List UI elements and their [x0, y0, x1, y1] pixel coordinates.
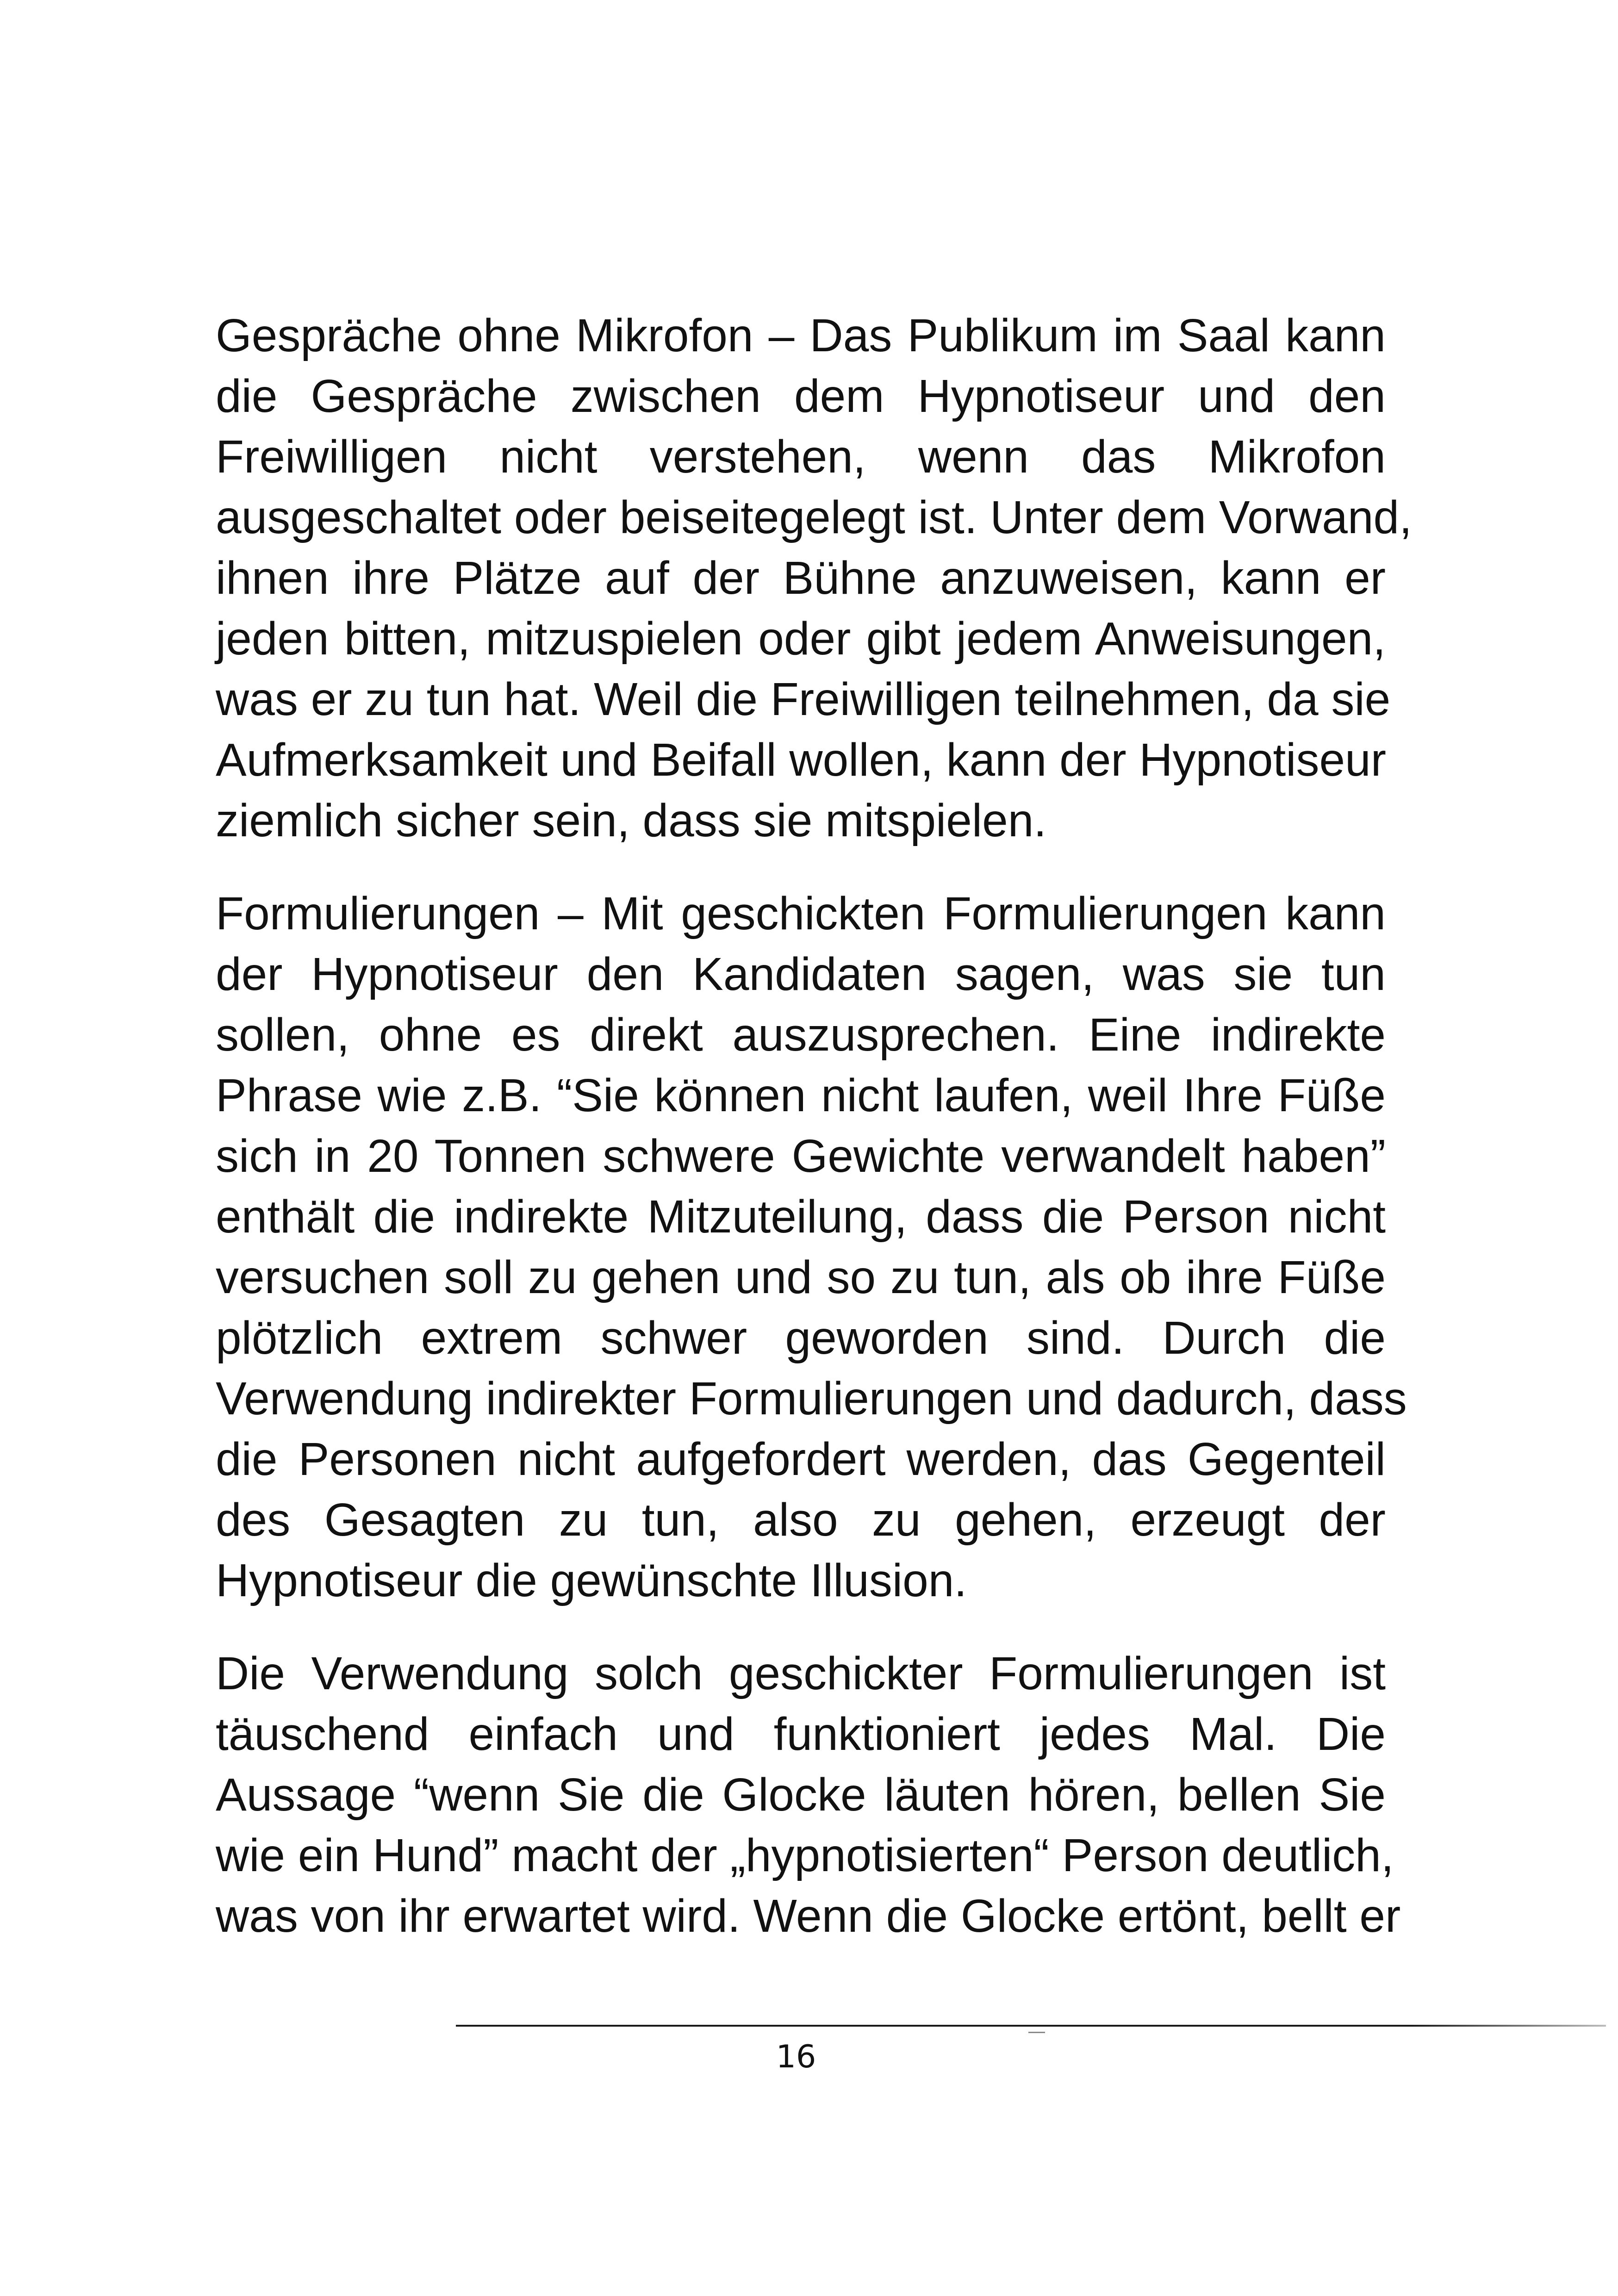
- text-line: der Hypnotiseur den Kandidaten sagen, was sie tun: [216, 948, 1386, 1000]
- text-line: jeden bitten, mitzuspielen oder gibt jedem Anweisungen,: [216, 613, 1386, 665]
- page-number: 16: [776, 2039, 816, 2075]
- paragraph-formulierungen: [216, 884, 1407, 1611]
- footer-divider-fade: [1412, 2025, 1606, 2027]
- text-line: ausgeschaltet oder beiseitegelegt ist. Unter dem Vorwand,: [216, 492, 1412, 543]
- text-line: die Gespräche zwischen dem Hypnotiseur und den: [216, 370, 1386, 422]
- paragraph-gespraeche-ohne-mikrofon: [216, 305, 1412, 851]
- text-line: versuchen soll zu gehen und so zu tun, als ob ihre Füße: [216, 1251, 1386, 1303]
- text-line: enthält die indirekte Mitzuteilung, dass die Person nicht: [216, 1191, 1386, 1243]
- text-line: Formulierungen – Mit geschickten Formulierungen kann: [216, 888, 1386, 940]
- text-line: plötzlich extrem schwer geworden sind. Durch die: [216, 1312, 1386, 1364]
- footer-divider: [456, 2025, 1606, 2027]
- body-text: [216, 305, 1412, 1979]
- text-line: täuschend einfach und funktioniert jedes Mal. Die: [216, 1708, 1386, 1760]
- text-line: Freiwilligen nicht verstehen, wenn das Mikrofon: [216, 431, 1386, 483]
- text-line: Aufmerksamkeit und Beifall wollen, kann der Hypnotiseur: [216, 734, 1387, 786]
- footer-tick-mark: [1028, 2032, 1045, 2033]
- text-line: ihnen ihre Plätze auf der Bühne anzuweisen, kann er: [216, 552, 1386, 604]
- text-line: sich in 20 Tonnen schwere Gewichte verwandelt haben”: [216, 1130, 1386, 1182]
- text-line: Verwendung indirekter Formulierungen und dadurch, dass: [216, 1373, 1407, 1425]
- text-line: wie ein Hund” macht der „hypnotisierten“ Person deutlich,: [216, 1829, 1394, 1881]
- text-line: Phrase wie z.B. “Sie können nicht laufen, weil Ihre Füße: [216, 1070, 1386, 1121]
- text-line: Die Verwendung solch geschickter Formulierungen ist: [216, 1648, 1386, 1699]
- text-line: die Personen nicht aufgefordert werden, das Gegenteil: [216, 1433, 1386, 1485]
- text-line: Hypnotiseur die gewünschte Illusion.: [216, 1555, 967, 1606]
- text-line: ziemlich sicher sein, dass sie mitspielen.: [216, 795, 1047, 846]
- text-line: Gespräche ohne Mikrofon – Das Publikum im Saal kann: [216, 310, 1386, 361]
- text-line: sollen, ohne es direkt auszusprechen. Eine indirekte: [216, 1009, 1386, 1061]
- text-line: was von ihr erwartet wird. Wenn die Glocke ertönt, bellt er: [216, 1890, 1401, 1942]
- text-line: Aussage “wenn Sie die Glocke läuten hören, bellen Sie: [216, 1769, 1386, 1821]
- text-line: was er zu tun hat. Weil die Freiwilligen teilnehmen, da sie: [216, 673, 1391, 725]
- paragraph-verwendung-formulierungen: [216, 1643, 1401, 1947]
- text-line: des Gesagten zu tun, also zu gehen, erzeugt der: [216, 1494, 1386, 1546]
